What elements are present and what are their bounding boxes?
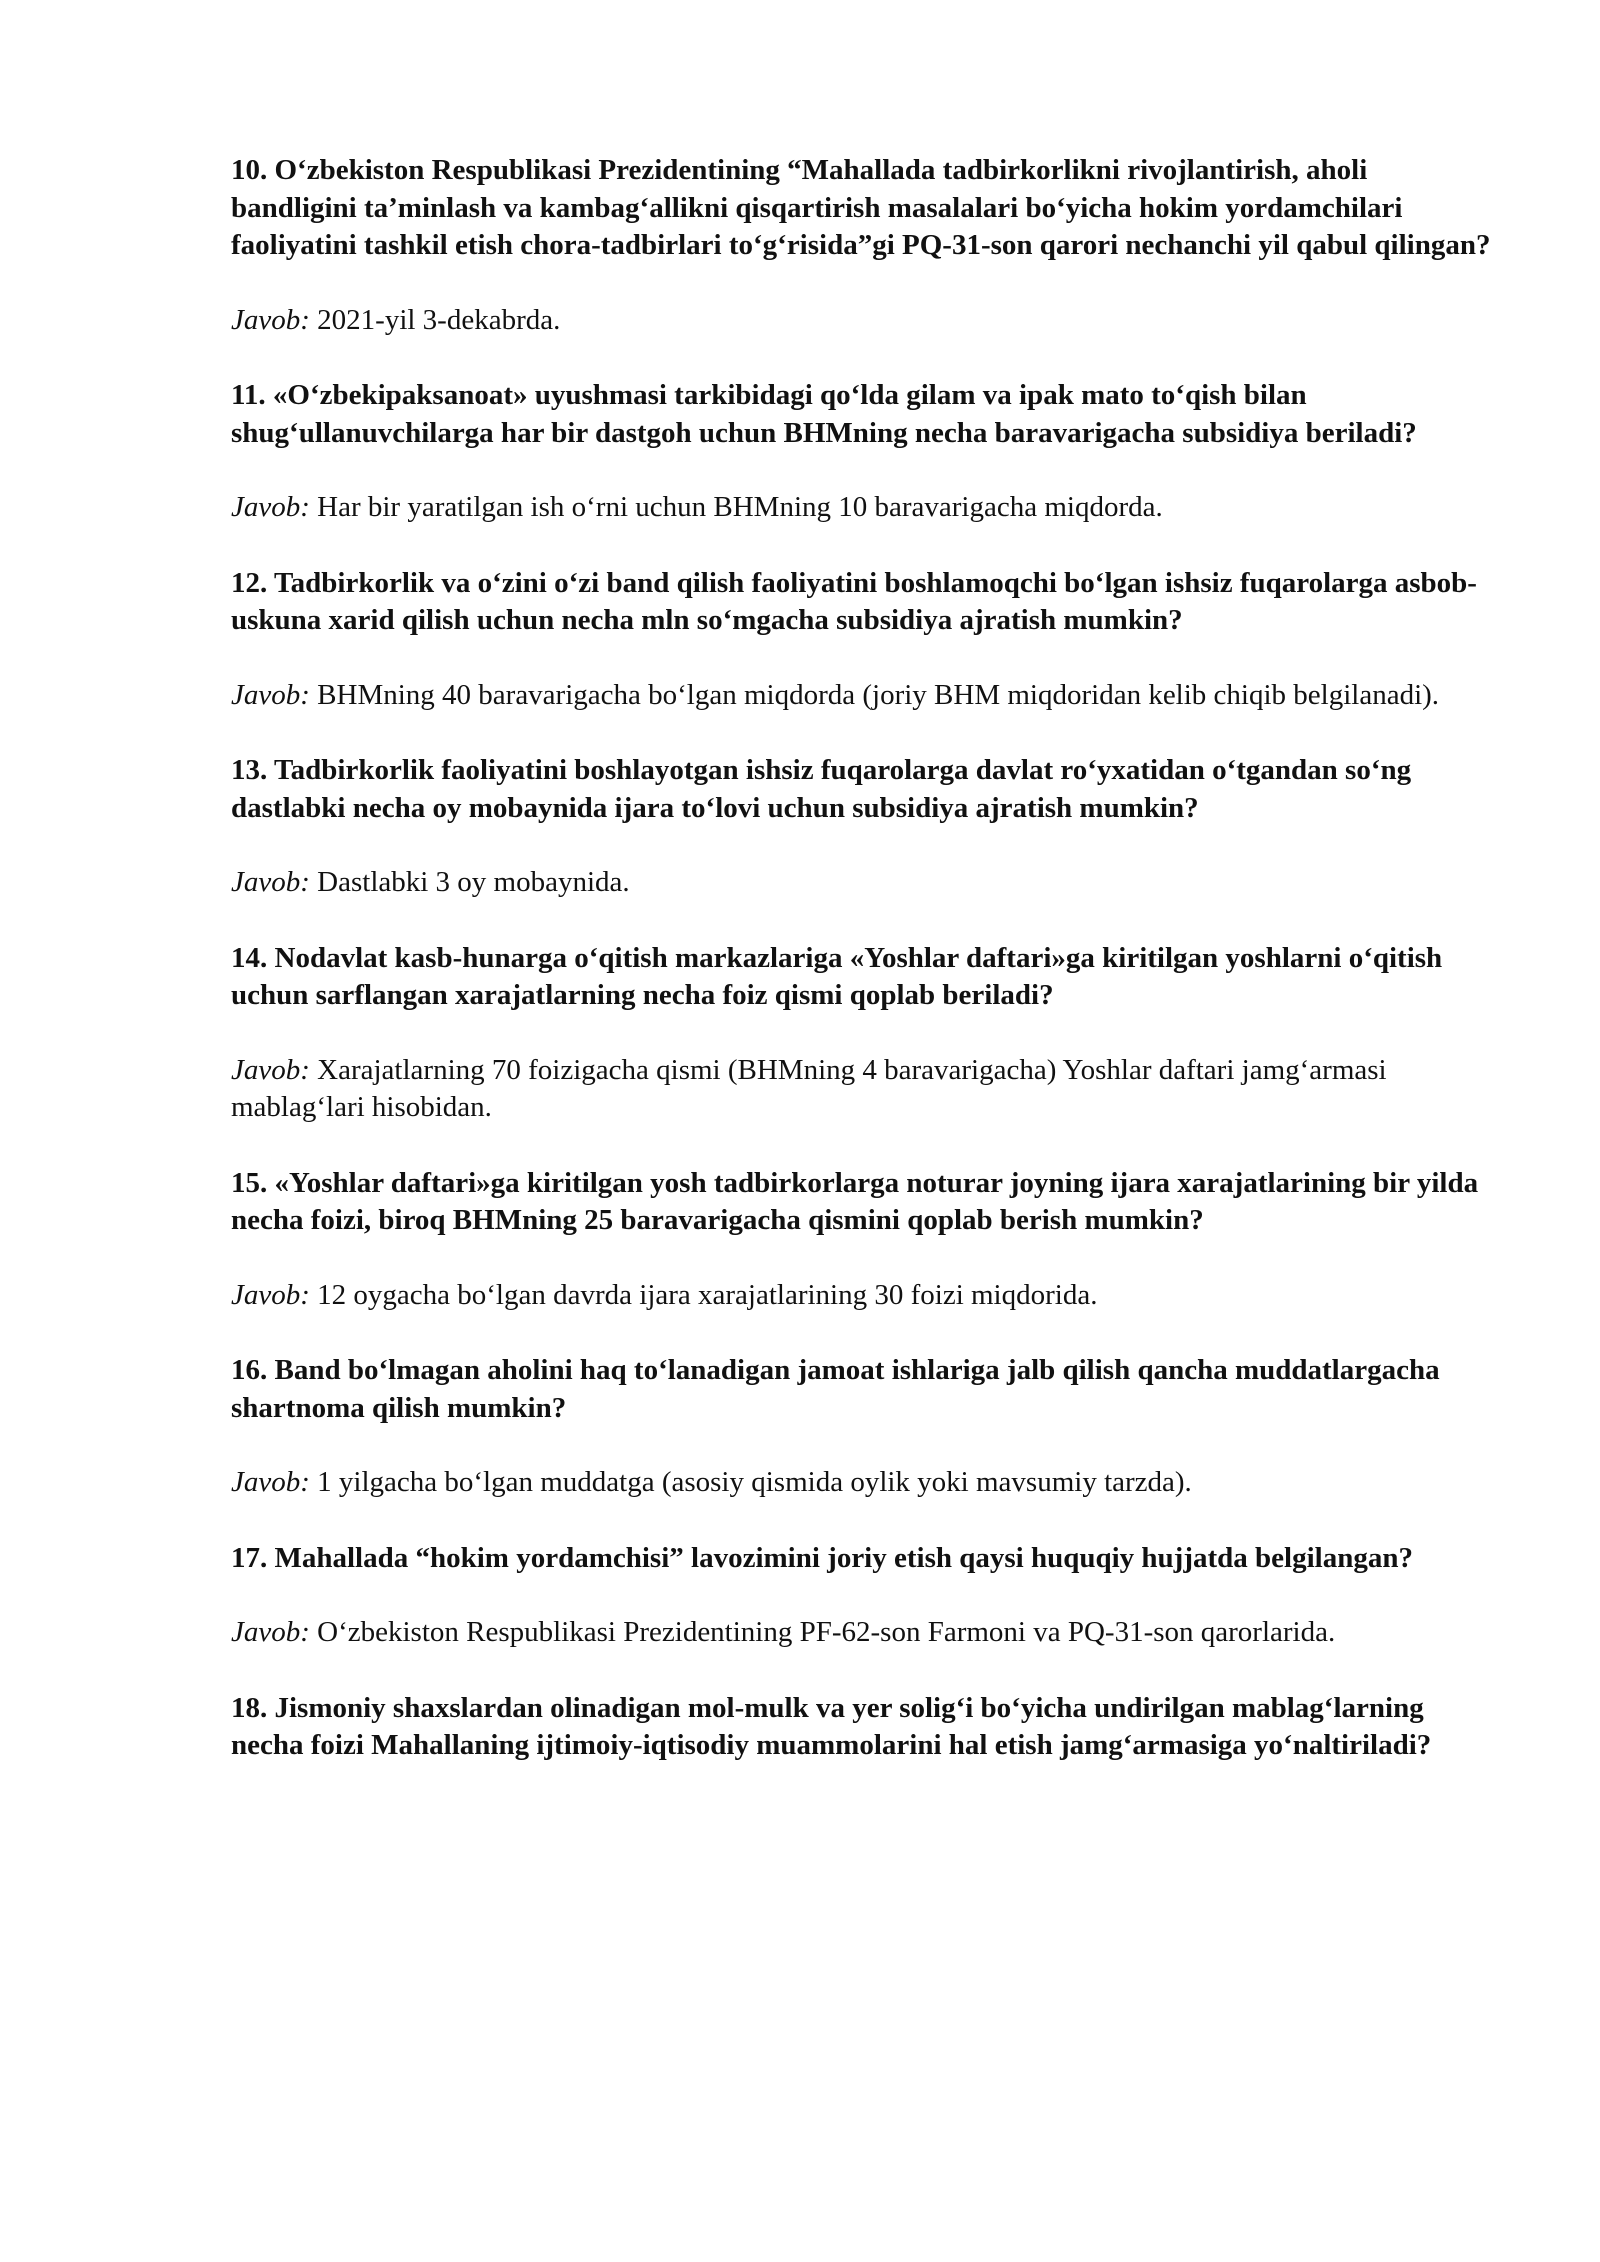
answer-label: Javob: <box>231 303 310 336</box>
answer-text: Dastlabki 3 oy mobaynida. <box>317 866 630 898</box>
question-15 <box>231 1165 1491 1240</box>
question-18 <box>231 1690 1491 1765</box>
answer-14 <box>231 1052 1491 1127</box>
answer-text: 2021-yil 3-dekabrda. <box>317 303 561 336</box>
qa-item-15 <box>231 1165 1491 1315</box>
answer-label: Javob: <box>231 1616 310 1648</box>
answer-16 <box>231 1464 1491 1502</box>
question-text: Tadbirkorlik va o‘zini o‘zi band qilish faoliyatini boshlamoqchi bo‘lgan ishsiz fuqarolarga asbob-uskuna xarid qilish uchun necha mln so‘mgacha subsidiya ajratish mumkin? <box>231 566 1477 636</box>
question-number: 17. <box>231 1541 268 1574</box>
question-text: Jismoniy shaxslardan olinadigan mol-mulk va yer solig‘i bo‘yicha undirilgan mablag‘larning necha foizi Mahallaning ijtimoiy-iqtisodiy muammolarini hal etish jamg‘armasiga yo‘naltiriladi? <box>231 1691 1432 1761</box>
qa-item-10 <box>231 152 1491 339</box>
answer-text: BHMning 40 baravarigacha bo‘lgan miqdorda (joriy BHM miqdoridan kelib chiqib belgilanadi). <box>317 678 1440 711</box>
answer-label: Javob: <box>231 1466 310 1498</box>
question-number: 14. <box>231 941 268 974</box>
answer-12 <box>231 677 1491 715</box>
qa-item-12 <box>231 565 1491 715</box>
question-17 <box>231 1540 1491 1578</box>
answer-text: Xarajatlarning 70 foizigacha qismi (BHMning 4 baravarigacha) Yoshlar daftari jamg‘armasi mablag‘lari hisobidan. <box>231 1053 1387 1123</box>
answer-17 <box>231 1614 1491 1652</box>
answer-text: 1 yilgacha bo‘lgan muddatga (asosiy qismida oylik yoki mavsumiy tarzda). <box>317 1466 1192 1498</box>
question-number: 18. <box>231 1691 268 1724</box>
answer-text: 12 oygacha bo‘lgan davrda ijara xarajatlarining 30 foizi miqdorida. <box>317 1278 1098 1311</box>
question-text: «Yoshlar daftari»ga kiritilgan yosh tadbirkorlarga noturar joyning ijara xarajatlarining bir yilda necha foizi, biroq BHMning 25 baravarigacha qismini qoplab berish mumkin? <box>231 1166 1479 1236</box>
question-16 <box>231 1352 1491 1427</box>
question-number: 10. <box>231 154 268 186</box>
question-text: Mahallada “hokim yordamchisi” lavozimini joriy etish qaysi huquqiy hujjatda belgilangan? <box>274 1541 1413 1574</box>
question-number: 12. <box>231 566 268 599</box>
question-text: «O‘zbekipaksanoat» uyushmasi tarkibidagi qo‘lda gilam va ipak mato to‘qish bilan shug‘ullanuvchilarga har bir dastgoh uchun BHMning necha baravarigacha subsidiya beriladi? <box>231 379 1417 449</box>
question-number: 13. <box>231 754 268 786</box>
question-14 <box>231 940 1491 1015</box>
question-10 <box>231 152 1491 265</box>
answer-13 <box>231 864 1491 902</box>
answer-10 <box>231 302 1491 340</box>
answer-text: Har bir yaratilgan ish o‘rni uchun BHMning 10 baravarigacha miqdorda. <box>317 491 1163 523</box>
question-13 <box>231 752 1491 827</box>
qa-item-13 <box>231 752 1491 902</box>
question-text: Tadbirkorlik faoliyatini boshlayotgan ishsiz fuqarolarga davlat ro‘yxatidan o‘tgandan so‘ng dastlabki necha oy mobaynida ijara to‘lovi uchun subsidiya ajratish mumkin? <box>231 754 1412 824</box>
answer-label: Javob: <box>231 1053 310 1086</box>
question-12 <box>231 565 1491 640</box>
question-text: Nodavlat kasb-hunarga o‘qitish markazlariga «Yoshlar daftari»ga kiritilgan yoshlarni o‘qitish uchun sarflangan xarajatlarning necha foiz qismi qoplab beriladi? <box>231 941 1443 1011</box>
question-number: 16. <box>231 1354 268 1386</box>
question-11 <box>231 377 1491 452</box>
answer-15 <box>231 1277 1491 1315</box>
qa-item-18 <box>231 1690 1491 1765</box>
qa-item-16 <box>231 1352 1491 1502</box>
answer-label: Javob: <box>231 1278 310 1311</box>
answer-11 <box>231 489 1491 527</box>
document-page <box>231 152 1491 1803</box>
answer-label: Javob: <box>231 491 310 523</box>
answer-label: Javob: <box>231 866 310 898</box>
answer-label: Javob: <box>231 678 310 711</box>
qa-item-14 <box>231 940 1491 1127</box>
question-text: O‘zbekiston Respublikasi Prezidentining “Mahallada tadbirkorlikni rivojlantirish, aholi bandligini ta’minlash va kambag‘allikni qisqartirish masalalari bo‘yicha hokim yordamchilari faoliyatini tashkil etish chora-tadbirlari to‘g‘risida”gi PQ-31-son qarori nechanchi yil qabul qilingan? <box>231 154 1491 261</box>
question-number: 11. <box>231 379 266 411</box>
question-text: Band bo‘lmagan aholini haq to‘lanadigan jamoat ishlariga jalb qilish qancha muddatlargacha shartnoma qilish mumkin? <box>231 1354 1440 1424</box>
qa-item-17 <box>231 1540 1491 1652</box>
qa-item-11 <box>231 377 1491 527</box>
answer-text: O‘zbekiston Respublikasi Prezidentining PF-62-son Farmoni va PQ-31-son qarorlarida. <box>317 1616 1336 1648</box>
question-number: 15. <box>231 1166 268 1199</box>
